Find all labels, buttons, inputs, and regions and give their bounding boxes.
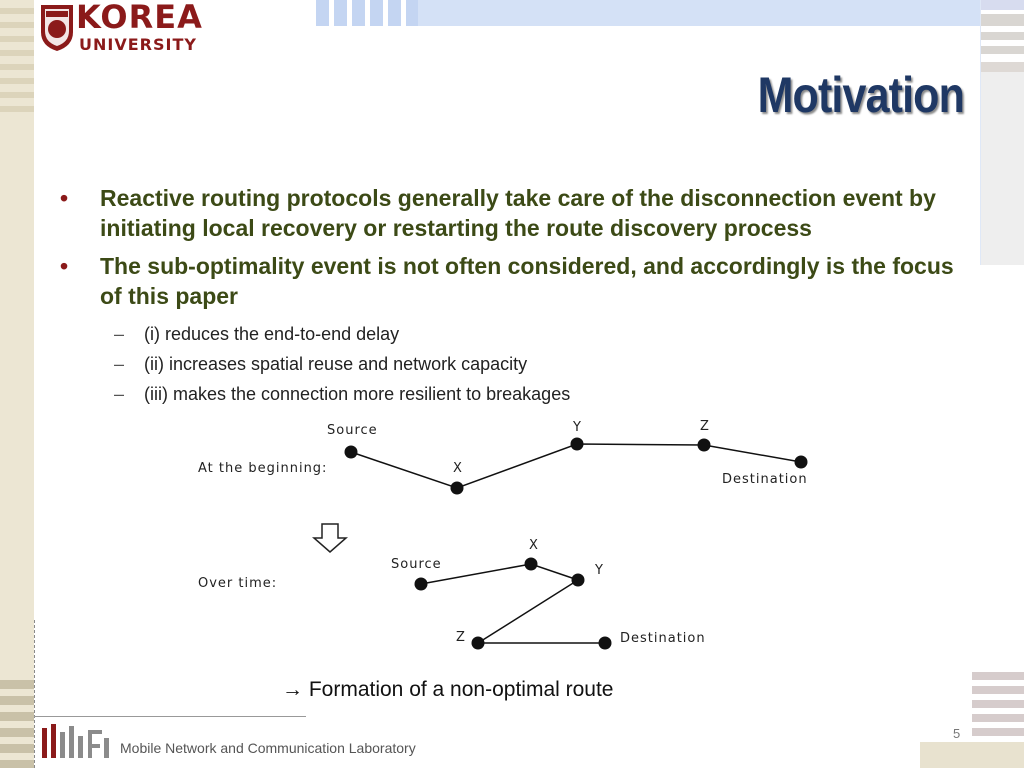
bullet-marker: • [60, 185, 69, 211]
label-y: Y [595, 563, 604, 578]
logo-text-university: UNIVERSITY [79, 35, 197, 54]
node-z [698, 439, 711, 452]
label-destination: Destination [722, 472, 808, 487]
label-destination: Destination [620, 631, 706, 646]
label-z: Z [700, 419, 710, 434]
label-y: Y [573, 420, 582, 435]
node-y [572, 574, 585, 587]
sub-bullet-text: (i) reduces the end-to-end delay [144, 324, 400, 344]
sub-bullet-text: (ii) increases spatial reuse and network capacity [144, 354, 528, 374]
label-x: X [529, 538, 539, 553]
label-x: X [453, 461, 463, 476]
diagram-caption: → Formation of a non-optimal route [282, 678, 614, 701]
sub-bullet-text: (iii) makes the connection more resilient to breakages [144, 384, 571, 404]
label-source: Source [391, 557, 442, 572]
node-z [472, 637, 485, 650]
dash-marker: – [114, 354, 125, 374]
logo-text-korea: KOREA [76, 0, 203, 36]
label-source: Source [327, 423, 378, 438]
node-x [451, 482, 464, 495]
node-x [525, 558, 538, 571]
footer-divider [34, 716, 306, 717]
node-destination [795, 456, 808, 469]
node-y [571, 438, 584, 451]
bullet-marker: • [60, 253, 69, 279]
bullet-text: Reactive routing protocols generally take care of the disconnection event by initiating local recovery or restarting the route discovery process [100, 185, 936, 241]
dash-marker: – [114, 384, 125, 404]
lab-logo-icon [42, 722, 112, 760]
dash-marker: – [114, 324, 125, 344]
node-source [415, 578, 428, 591]
footer-lab-name: Mobile Network and Communication Laboratory [120, 740, 416, 756]
page-number: 5 [953, 726, 961, 741]
route-after [198, 538, 706, 650]
arrow-down-icon [314, 524, 346, 552]
row-label-beginning: At the beginning: [198, 461, 328, 476]
bullet-text: The sub-optimality event is not often considered, and accordingly is the focus of this paper [100, 253, 954, 309]
slide-title: Motivation [757, 67, 964, 123]
node-source [345, 446, 358, 459]
node-destination [599, 637, 612, 650]
row-label-over-time: Over time: [198, 576, 278, 591]
label-z: Z [456, 630, 466, 645]
route-before [198, 419, 808, 495]
